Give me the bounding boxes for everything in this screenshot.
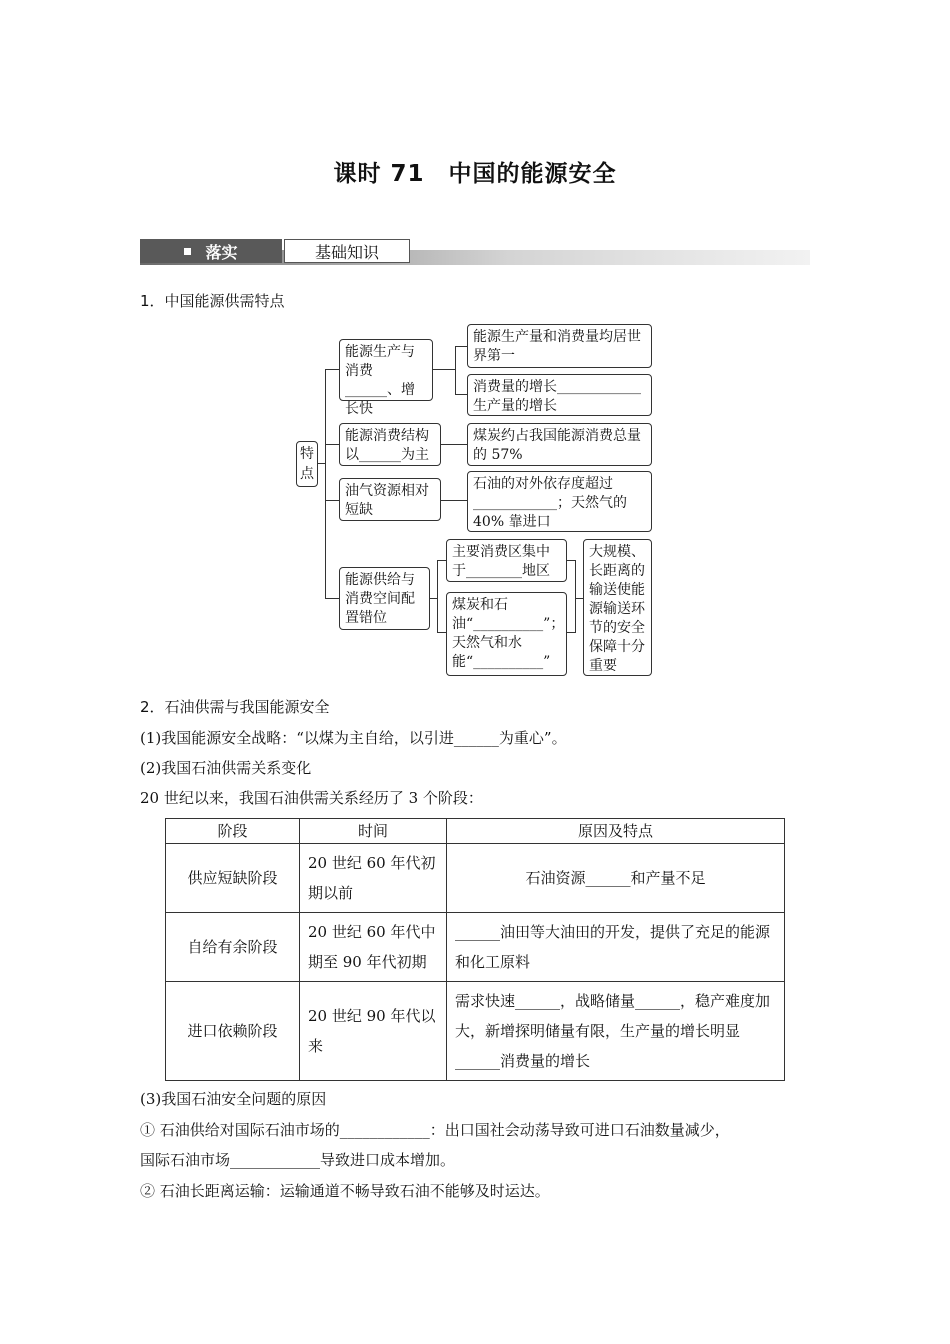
diagram-box-4a: 主要消费区集中于________地区	[446, 539, 567, 582]
table-cell: 自给有余阶段	[166, 913, 300, 982]
table-row	[166, 982, 785, 1081]
table-cell: 20 世纪 60 年代中期至 90 年代初期	[300, 913, 447, 982]
cause-1: ① 石油供给对国际石油市场的____________：出口国社会动荡导致可进口石油数量减少，	[140, 1121, 730, 1139]
table-header-row	[166, 819, 785, 844]
table-row	[166, 844, 785, 913]
section-banner	[140, 237, 810, 265]
table-cell: 需求快速______，战略储量______，稳产难度加大，新增探明储量有限，生产量的增长明显______消费量的增长	[447, 982, 785, 1081]
table-header: 阶段	[166, 819, 300, 844]
table-header: 时间	[300, 819, 447, 844]
table-cell: ______油田等大油田的开发，提供了充足的能源和化工原料	[447, 913, 785, 982]
diagram-box-4b: 煤炭和石油“__________”；天然气和水能“__________”	[446, 592, 567, 676]
diagram-box-4: 能源供给与消费空间配置错位	[339, 567, 430, 630]
security-causes-heading: (3)我国石油安全问题的原因	[140, 1090, 327, 1108]
cause-2: ② 石油长距离运输：运输通道不畅导致石油不能够及时运达。	[140, 1182, 550, 1200]
square-icon	[184, 248, 191, 255]
banner-tag: 落实	[140, 239, 282, 263]
table-cell: 20 世纪 60 年代初期以前	[300, 844, 447, 913]
diagram-box-2: 能源消费结构以______为主	[339, 423, 441, 466]
section-1-heading: 1．中国能源供需特点	[140, 292, 285, 310]
diagram-box-2a: 煤炭约占我国能源消费总量的 57%	[467, 423, 652, 466]
diagram-box-1b: 消费量的增长____________生产量的增长	[467, 374, 652, 416]
table-cell: 供应短缺阶段	[166, 844, 300, 913]
diagram-root: 特点	[296, 441, 318, 487]
cause-1-cont: 国际石油市场____________导致进口成本增加。	[140, 1151, 456, 1169]
table-cell: 进口依赖阶段	[166, 982, 300, 1081]
page-title: 课时 71 中国的能源安全	[333, 161, 617, 187]
table-cell: 20 世纪 90 年代以来	[300, 982, 447, 1081]
diagram-box-3a: 石油的对外依存度超过____________；天然气的 40% 靠进口	[467, 471, 652, 532]
table-row	[166, 913, 785, 982]
section-2-heading: 2．石油供需与我国能源安全	[140, 698, 330, 716]
diagram-box-1a: 能源生产量和消费量均居世界第一	[467, 324, 652, 368]
table-header: 原因及特点	[447, 819, 785, 844]
stages-table	[165, 818, 785, 1081]
diagram-box-3: 油气资源相对短缺	[339, 478, 441, 521]
diagram-box-1: 能源生产与消费______、增长快	[339, 339, 433, 401]
diagram-box-4c: 大规模、长距离的输送使能源输送环节的安全保障十分重要	[583, 539, 652, 676]
banner-label: 基础知识	[284, 239, 410, 263]
stages-intro: 20 世纪以来，我国石油供需关系经历了 3 个阶段：	[140, 789, 483, 807]
strategy-line: (1)我国能源安全战略：“以煤为主自给，以引进______为重心”。	[140, 729, 567, 747]
supply-change-line: (2)我国石油供需关系变化	[140, 759, 312, 777]
table-cell: 石油资源______和产量不足	[447, 844, 785, 913]
